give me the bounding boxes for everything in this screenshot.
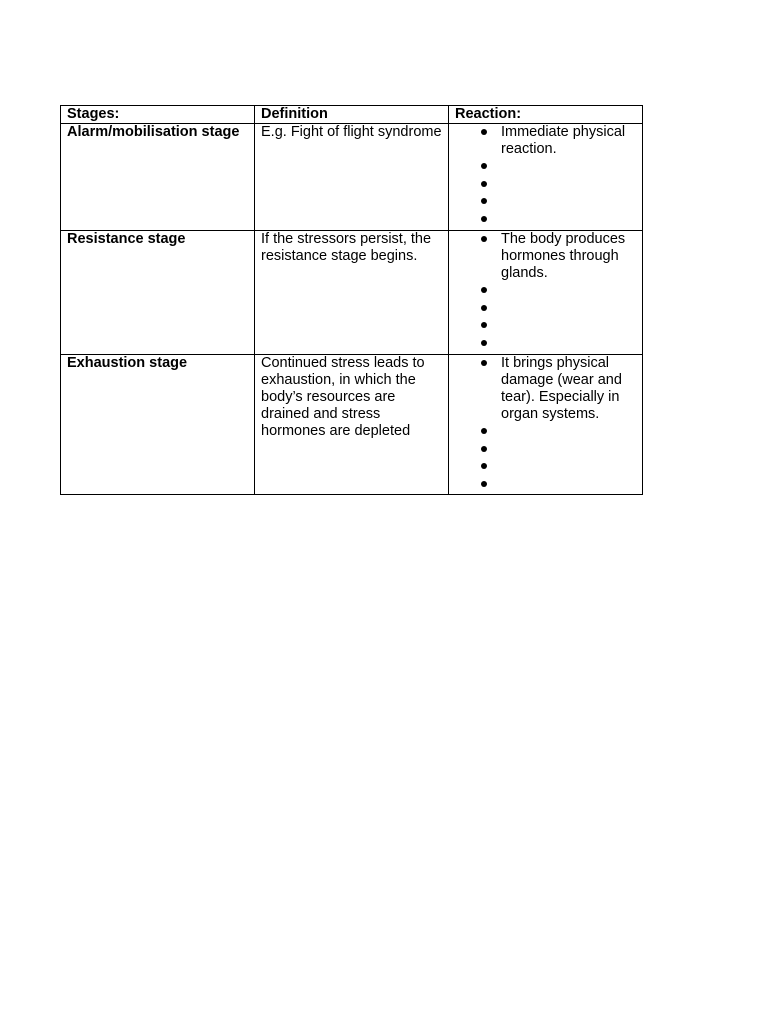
reaction-text: It brings physical damage (wear and tear). Especially in organ systems. [501,355,622,422]
reaction-item-empty [455,458,636,476]
reaction-item-empty [455,441,636,459]
bullet-icon [481,198,487,204]
definition-cell: Continued stress leads to exhaustion, in which the body’s resources are drained and stress hormones are depleted [255,355,449,495]
stage-cell [61,124,255,231]
header-reaction: Reaction: [449,106,643,124]
table-header-row [61,106,643,124]
stages-table [60,105,643,495]
bullet-icon [481,129,487,135]
bullet-icon [481,322,487,328]
header-definition: Definition [255,106,449,124]
reaction-list [455,355,636,493]
reaction-list [455,231,636,352]
reaction-item [455,355,636,423]
bullet-icon [481,181,487,187]
reaction-item-empty [455,335,636,353]
bullet-icon [481,463,487,469]
stage-name: Resistance stage [67,231,186,247]
stage-name: Exhaustion stage [67,355,188,371]
bullet-icon [481,305,487,311]
reaction-item-empty [455,282,636,300]
stage-name: Alarm/mobilisation stage [67,124,240,140]
table-row [61,355,643,495]
reaction-cell [449,124,643,231]
bullet-icon [481,287,487,293]
reaction-item-empty [455,176,636,194]
reaction-item [455,231,636,282]
reaction-item [455,124,636,158]
bullet-icon [481,428,487,434]
reaction-text: The body produces hormones through glands. [501,231,626,281]
table-row [61,231,643,355]
reaction-item-empty [455,193,636,211]
reaction-item-empty [455,158,636,176]
table-row [61,124,643,231]
bullet-icon [481,163,487,169]
reaction-cell [449,231,643,355]
reaction-item-empty [455,423,636,441]
bullet-icon [481,446,487,452]
stage-cell [61,231,255,355]
reaction-cell [449,355,643,495]
reaction-item-empty [455,317,636,335]
definition-cell: If the stressors persist, the resistance stage begins. [255,231,449,355]
bullet-icon [481,360,487,366]
bullet-icon [481,481,487,487]
reaction-list [455,124,636,228]
stage-cell [61,355,255,495]
reaction-text: Immediate physical reaction. [501,124,626,157]
header-stages: Stages: [61,106,255,124]
bullet-icon [481,216,487,222]
reaction-item-empty [455,211,636,229]
reaction-item-empty [455,300,636,318]
reaction-item-empty [455,476,636,494]
bullet-icon [481,340,487,346]
bullet-icon [481,236,487,242]
definition-cell: E.g. Fight of flight syndrome [255,124,449,231]
